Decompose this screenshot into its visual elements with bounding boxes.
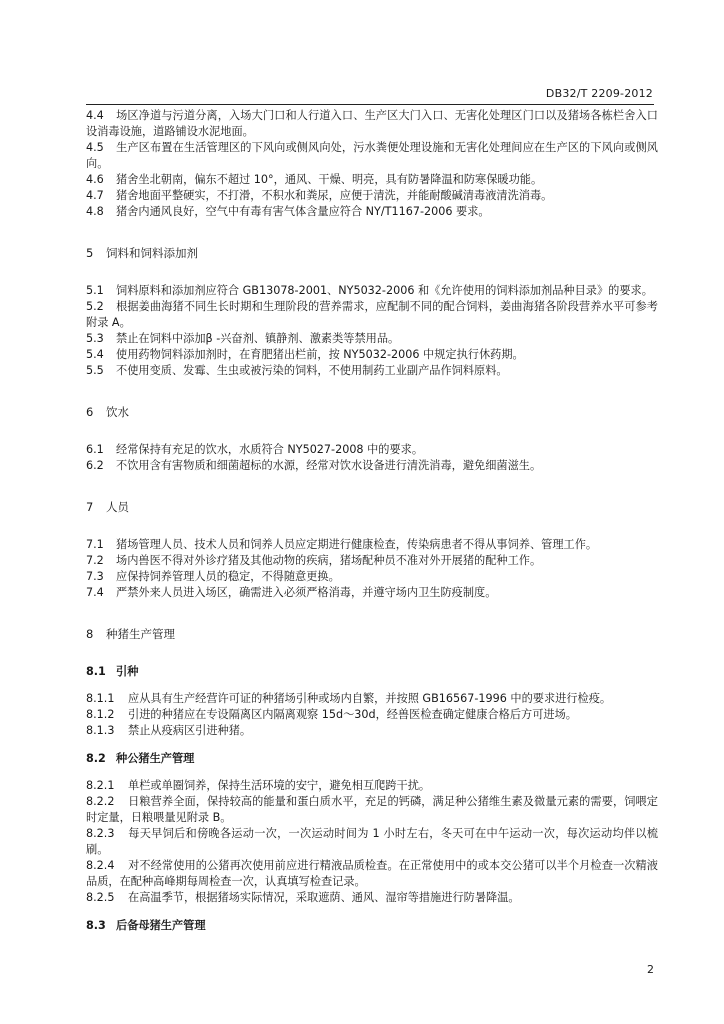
clause-8-1-3: 8.1.3 禁止从疫病区引进种猪。 bbox=[86, 724, 252, 737]
clause-8-2-1: 8.2.1 单栏或单圈饲养，保持生活环境的安宁，避免相互爬跨干扰。 bbox=[86, 779, 431, 792]
clause-7-3: 7.3 应保持饲养管理人员的稳定，不得随意更换。 bbox=[86, 570, 340, 583]
subsection-8-3-heading: 8.3 后备母猪生产管理 bbox=[86, 919, 206, 932]
clause-6-1: 6.1 经常保持有充足的饮水，水质符合 NY5027-2008 中的要求。 bbox=[86, 443, 424, 456]
clause-7-1: 7.1 猪场管理人员、技术人员和饲养人员应定期进行健康检查，传染病患者不得从事饲养、管理工作。 bbox=[86, 538, 598, 551]
clause-5-4: 5.4 使用药物饲料添加剂时，在育肥猪出栏前，按 NY5032-2006 中规定执行休药期。 bbox=[86, 348, 524, 361]
header-rule bbox=[86, 104, 654, 105]
clause-4-4: 4.4 场区净道与污道分离，入场大门口和人行道入口、生产区大门入口、无害化处理区门口以及猪场各栋栏舍入口设消毒设施，道路铺设水泥地面。 bbox=[86, 109, 658, 138]
clause-8-2-3: 8.2.3 每天早饲后和傍晚各运动一次，一次运动时间为 1 小时左右，冬天可在中午运动一次，每次运动均伴以梳刷。 bbox=[86, 827, 658, 856]
section-7-heading: 7 人员 bbox=[86, 500, 129, 514]
clause-5-2: 5.2 根据姜曲海猪不同生长时期和生理阶段的营养需求，应配制不同的配合饲料，姜曲海猪各阶段营养水平可参考附录 A。 bbox=[86, 300, 658, 329]
clause-8-1-1: 8.1.1 应从具有生产经营许可证的种猪场引种或场内自繁，并按照 GB16567-1996 中的要求进行检疫。 bbox=[86, 692, 612, 705]
standard-code: DB32/T 2209-2012 bbox=[545, 87, 653, 100]
clause-8-1-2: 8.1.2 引进的种猪应在专设隔离区内隔离观察 15d～30d，经兽医检查确定健康合格后方可进场。 bbox=[86, 708, 577, 721]
section-6-heading: 6 饮水 bbox=[86, 405, 129, 419]
clause-5-1: 5.1 饲料原料和添加剂应符合 GB13078-2001、NY5032-2006 和《允许使用的饲料添加剂品种目录》的要求。 bbox=[86, 284, 653, 297]
subsection-8-2-heading: 8.2 种公猪生产管理 bbox=[86, 752, 195, 765]
clause-4-6: 4.6 猪舍坐北朝南，偏东不超过 10°，通风、干燥、明亮，具有防暑降温和防寒保暖功能。 bbox=[86, 173, 543, 186]
clause-7-2: 7.2 场内兽医不得对外诊疗猪及其他动物的疾病，猪场配种员不准对外开展猪的配种工作。 bbox=[86, 554, 542, 567]
subsection-8-1-heading: 8.1 引种 bbox=[86, 665, 139, 678]
clause-4-8: 4.8 猪舍内通风良好，空气中有毒有害气体含量应符合 NY/T1167-2006 要求。 bbox=[86, 205, 490, 218]
clause-6-2: 6.2 不饮用含有害物质和细菌超标的水源，经常对饮水设备进行清洗消毒，避免细菌滋生。 bbox=[86, 459, 542, 472]
page-number: 2 bbox=[647, 963, 654, 976]
clause-8-2-4: 8.2.4 对不经常使用的公猪再次使用前应进行精液品质检查。在正常使用中的或本交公猪可以半个月检查一次精液品质，在配种高峰期每周检查一次，认真填写检查记录。 bbox=[86, 859, 658, 888]
clause-4-7: 4.7 猪舍地面平整硬实，不打滑，不积水和粪尿，应便于清洗，并能耐酸碱清毒液清洗消毒。 bbox=[86, 189, 553, 202]
section-8-heading: 8 种猪生产管理 bbox=[86, 627, 175, 641]
clause-8-2-2: 8.2.2 日粮营养全面，保持较高的能量和蛋白质水平，充足的钙磷，满足种公猪维生素及微量元素的需要，饲喂定时定量，日粮喂量见附录 B。 bbox=[86, 795, 658, 824]
clause-7-4: 7.4 严禁外来人员进入场区，确需进入必须严格消毒，并遵守场内卫生防疫制度。 bbox=[86, 586, 497, 599]
section-5-heading: 5 饲料和饲料添加剂 bbox=[86, 246, 198, 260]
clause-5-3: 5.3 禁止在饲料中添加β -兴奋剂、镇静剂、激素类等禁用品。 bbox=[86, 332, 400, 345]
clause-4-5: 4.5 生产区布置在生活管理区的下风向或侧风向处，污水粪便处理设施和无害化处理间应在生产区的下风向或侧风向。 bbox=[86, 141, 658, 170]
clause-5-5: 5.5 不使用变质、发霉、生虫或被污染的饲料，不使用制药工业副产品作饲料原料。 bbox=[86, 364, 508, 377]
document-body bbox=[86, 108, 658, 934]
clause-8-2-5: 8.2.5 在高温季节，根据猪场实际情况，采取遮荫、通风、湿帘等措施进行防暑降温。 bbox=[86, 891, 520, 904]
